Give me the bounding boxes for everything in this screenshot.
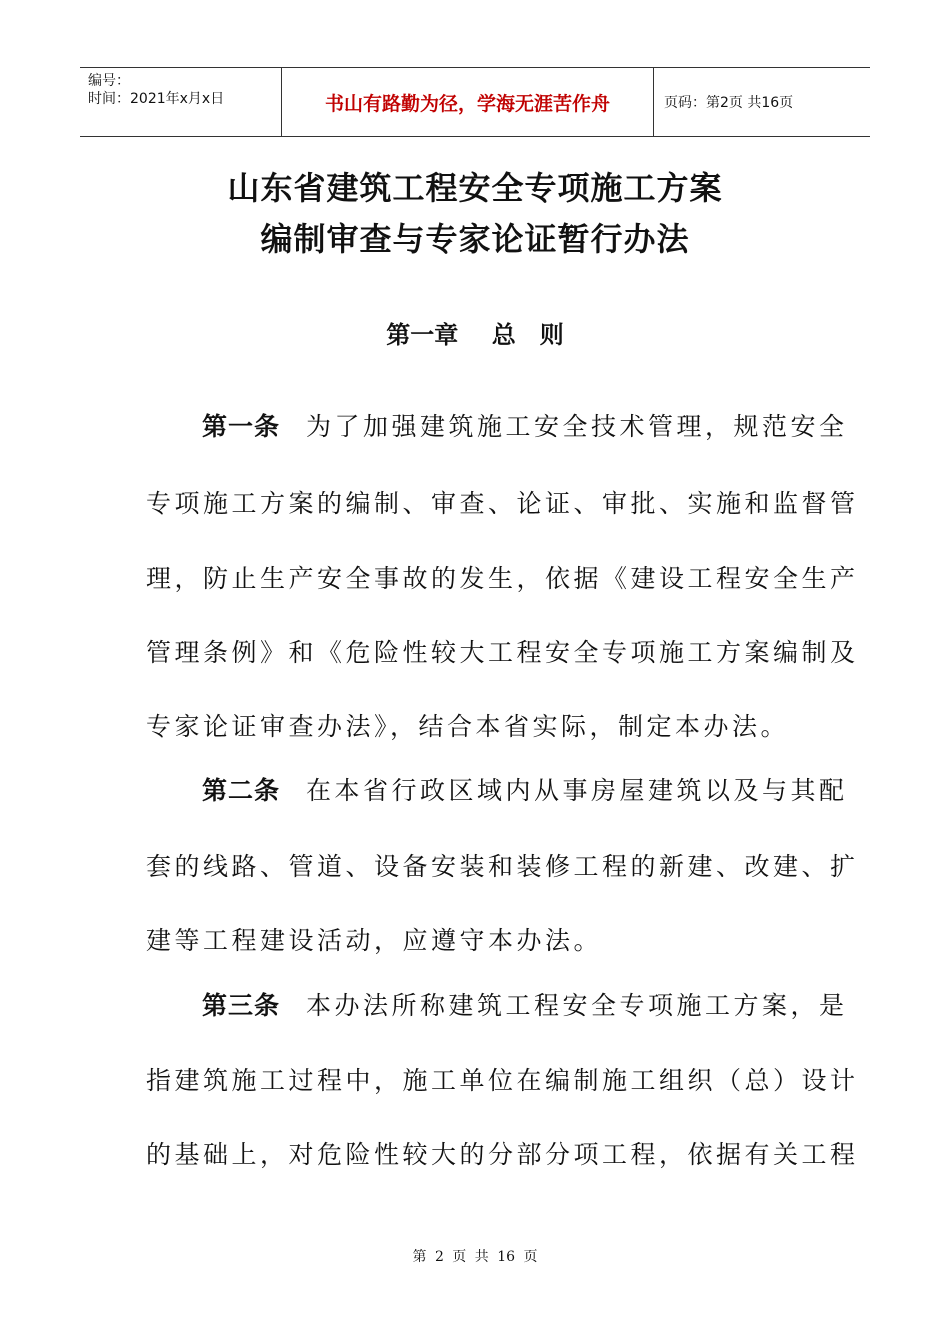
article-text: 为了加强建筑施工安全技术管理，规范安全 bbox=[306, 412, 848, 441]
document-header bbox=[80, 67, 870, 137]
article-text: 专项施工方案的编制、审查、论证、审批、实施和监督管 bbox=[146, 489, 859, 518]
chapter-name: 总 则 bbox=[491, 321, 564, 349]
article-label: 第三条 bbox=[202, 991, 281, 1020]
article-text: 本办法所称建筑工程安全专项施工方案，是 bbox=[306, 991, 848, 1020]
article-text: 在本省行政区域内从事房屋建筑以及与其配 bbox=[306, 776, 848, 805]
chapter-heading bbox=[0, 315, 950, 350]
document-date-label: 时间：2021年x月x日 bbox=[88, 91, 225, 107]
document-title-line-2: 编制审查与专家论证暂行办法 bbox=[260, 220, 690, 258]
article-1-line-1 bbox=[202, 407, 848, 443]
document-title-line-1: 山东省建筑工程安全专项施工方案 bbox=[227, 169, 723, 207]
article-text: 专家论证审查办法》，结合本省实际，制定本办法。 bbox=[146, 712, 790, 741]
article-3-line-1 bbox=[202, 986, 848, 1022]
chapter-number: 第一章 bbox=[386, 321, 459, 349]
article-text: 管理条例》和《危险性较大工程安全专项施工方案编制及 bbox=[146, 638, 859, 667]
header-meta-cell bbox=[80, 68, 282, 136]
article-text: 建等工程建设活动，应遵守本办法。 bbox=[146, 926, 603, 955]
article-text: 理，防止生产安全事故的发生，依据《建设工程安全生产 bbox=[146, 564, 859, 593]
article-text: 的基础上，对危险性较大的分部分项工程，依据有关工程 bbox=[146, 1140, 859, 1169]
article-label: 第二条 bbox=[202, 776, 281, 805]
article-label: 第一条 bbox=[202, 412, 281, 441]
article-text: 套的线路、管道、设备安装和装修工程的新建、改建、扩 bbox=[146, 852, 859, 881]
header-motto: 书山有路勤为径，学海无涯苦作舟 bbox=[282, 68, 654, 136]
header-page-info: 页码：第2页 共16页 bbox=[664, 95, 794, 111]
page-footer: 第 2 页 共 16 页 bbox=[412, 1249, 538, 1265]
article-text: 指建筑施工过程中，施工单位在编制施工组织（总）设计 bbox=[146, 1066, 859, 1095]
document-number-label: 编号： bbox=[88, 73, 130, 89]
article-2-line-1 bbox=[202, 771, 848, 807]
